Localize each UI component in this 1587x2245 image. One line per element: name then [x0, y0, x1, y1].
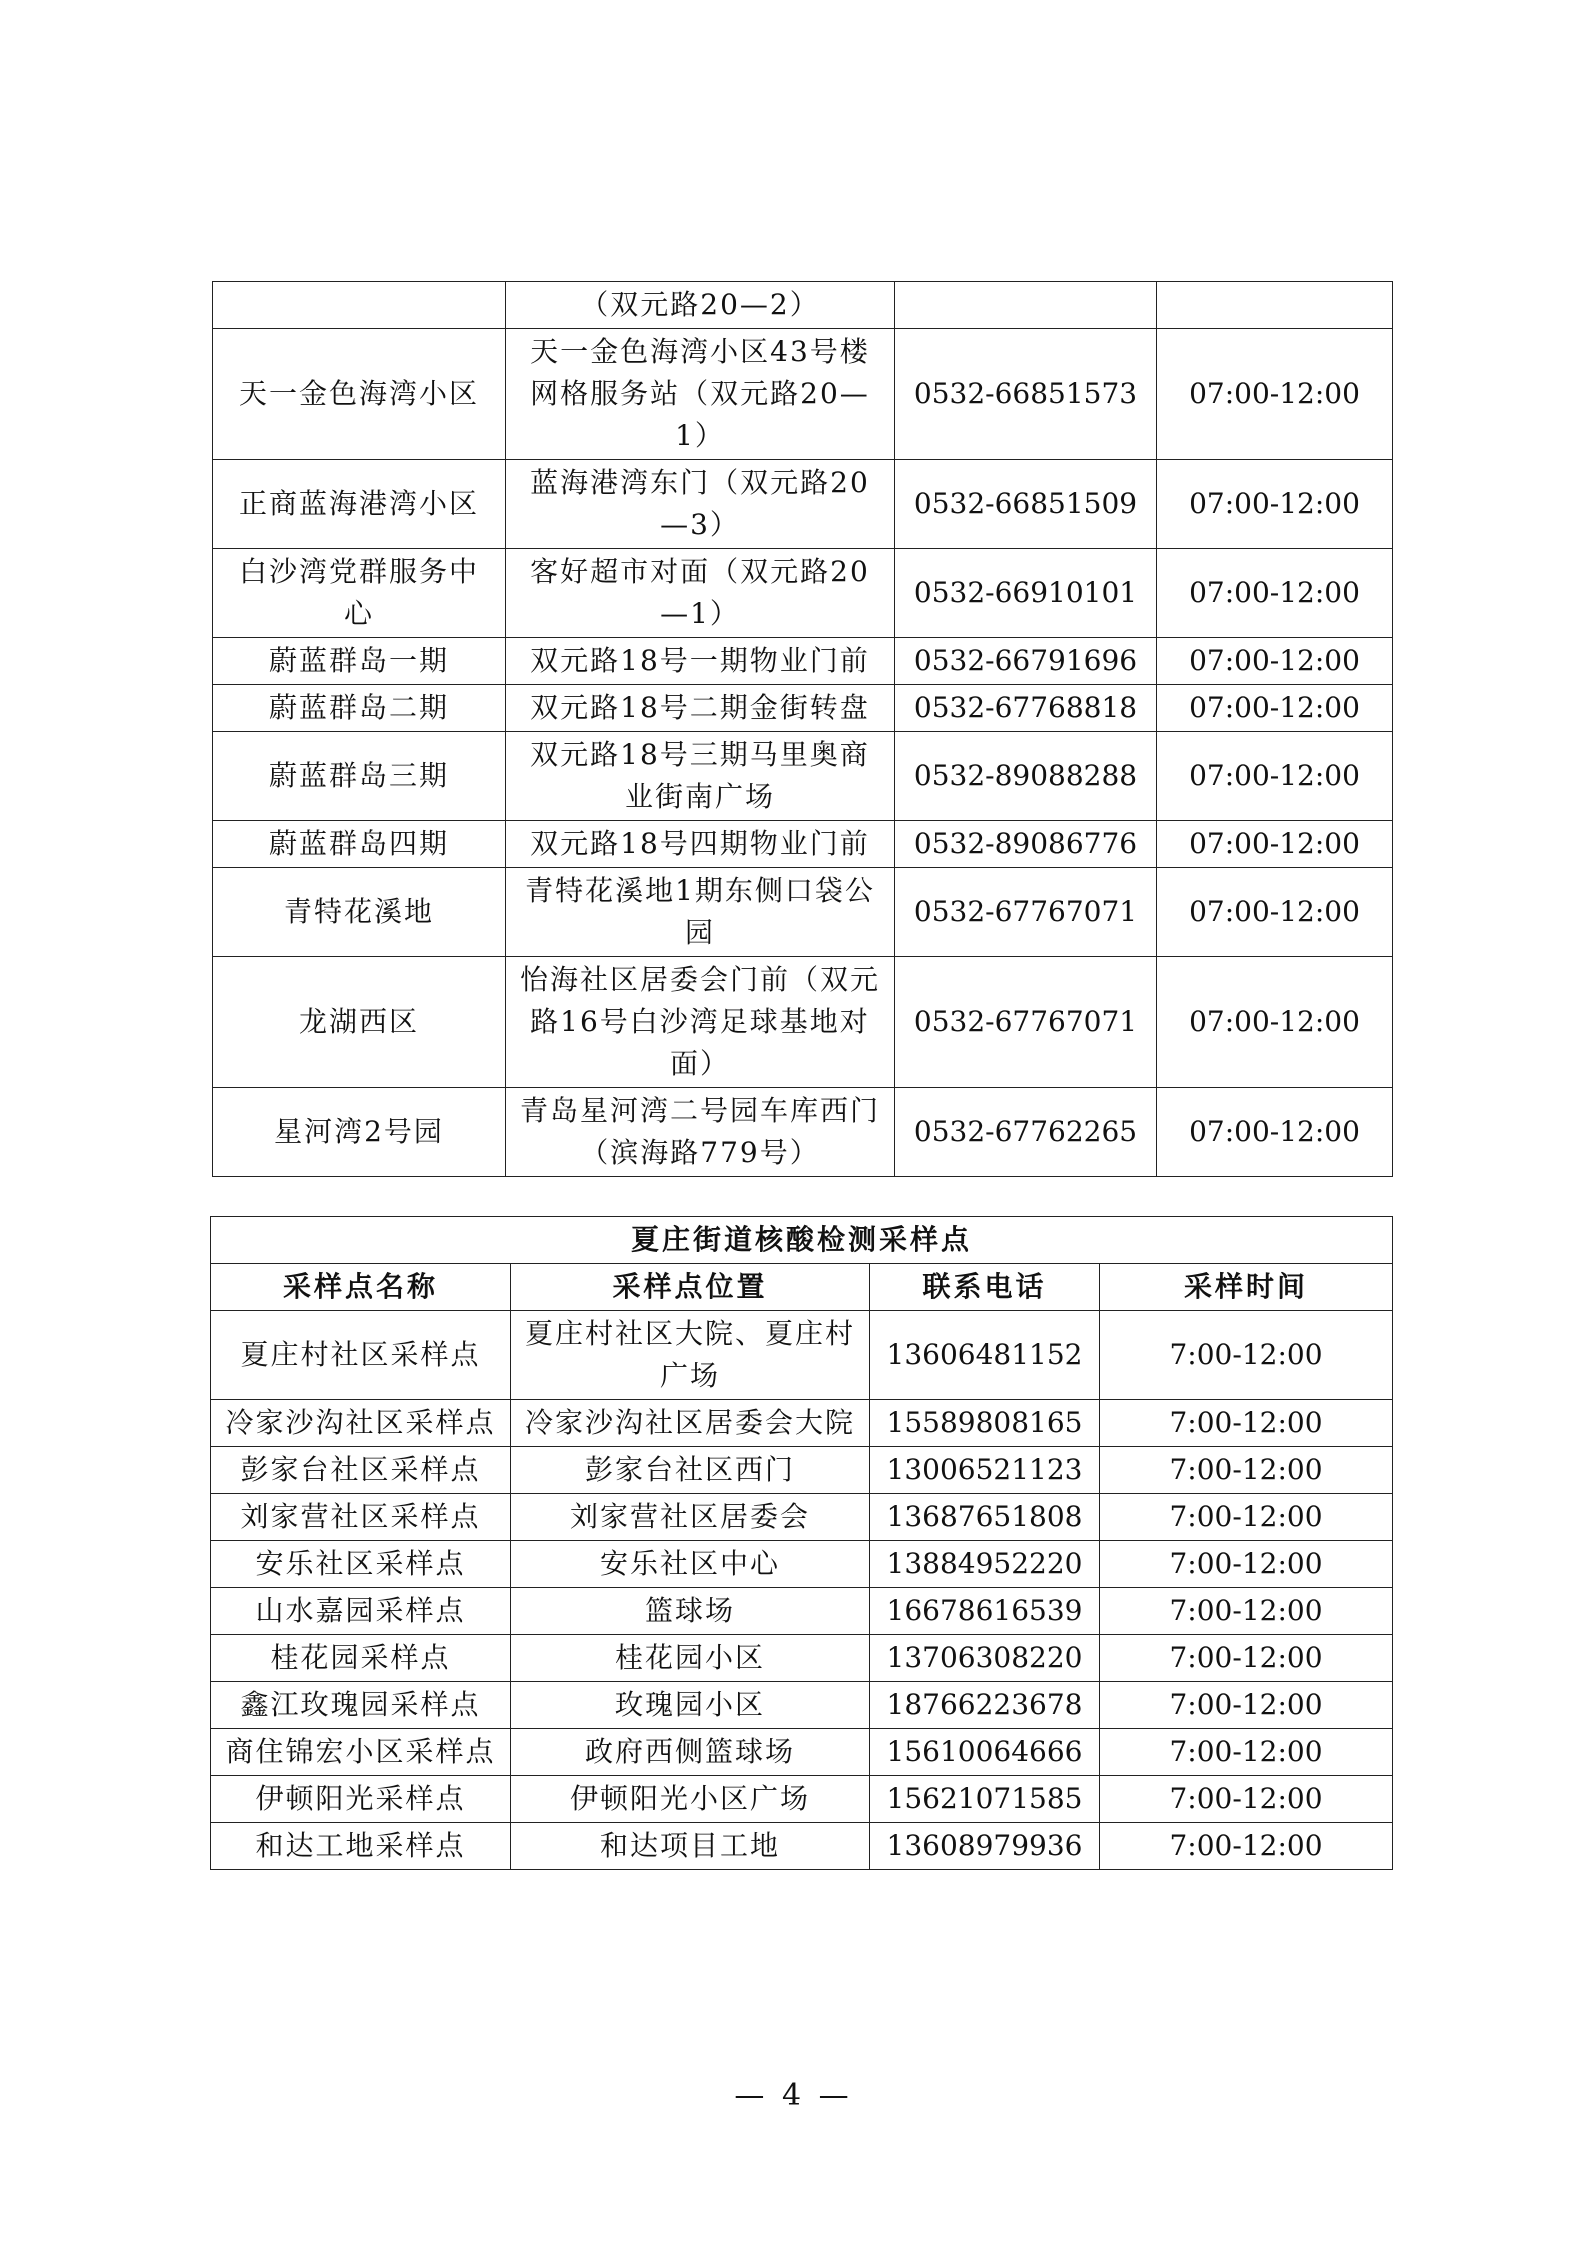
cell-phone: 15589808165 — [870, 1400, 1100, 1447]
cell-phone: 15610064666 — [870, 1729, 1100, 1776]
cell-location: 安乐社区中心 — [511, 1541, 870, 1588]
cell-time: 07:00-12:00 — [1157, 549, 1393, 638]
table-row — [211, 1682, 1393, 1729]
cell-time: 7:00-12:00 — [1100, 1823, 1393, 1870]
cell-name: 白沙湾党群服务中心 — [213, 549, 506, 638]
cell-location: 夏庄村社区大院、夏庄村广场 — [511, 1311, 870, 1400]
cell-name: 桂花园采样点 — [211, 1635, 511, 1682]
cell-time: 7:00-12:00 — [1100, 1447, 1393, 1494]
cell-name: 天一金色海湾小区 — [213, 329, 506, 460]
cell-time: 7:00-12:00 — [1100, 1682, 1393, 1729]
cell-phone: 0532-89088288 — [895, 732, 1157, 821]
cell-name: 冷家沙沟社区采样点 — [211, 1400, 511, 1447]
table-row — [213, 685, 1393, 732]
cell-location: 蓝海港湾东门（双元路20—3） — [506, 460, 895, 549]
cell-phone: 0532-67767071 — [895, 957, 1157, 1088]
cell-name: 龙湖西区 — [213, 957, 506, 1088]
cell-name: 刘家营社区采样点 — [211, 1494, 511, 1541]
cell-location: （双元路20—2） — [506, 282, 895, 329]
header-time: 采样时间 — [1100, 1264, 1393, 1311]
cell-name: 星河湾2号园 — [213, 1088, 506, 1177]
cell-location: 双元路18号三期马里奥商业街南广场 — [506, 732, 895, 821]
table-title-row — [211, 1217, 1393, 1264]
page-number: — 4 — — [734, 2078, 853, 2113]
table-row — [213, 460, 1393, 549]
table-row — [213, 732, 1393, 821]
table-row — [211, 1311, 1393, 1400]
cell-location: 和达项目工地 — [511, 1823, 870, 1870]
table-row — [211, 1541, 1393, 1588]
cell-phone: 0532-66851509 — [895, 460, 1157, 549]
cell-time: 07:00-12:00 — [1157, 732, 1393, 821]
cell-phone: 16678616539 — [870, 1588, 1100, 1635]
table-row — [213, 638, 1393, 685]
cell-location: 青特花溪地1期东侧口袋公园 — [506, 868, 895, 957]
cell-name: 青特花溪地 — [213, 868, 506, 957]
table-row — [213, 868, 1393, 957]
cell-location: 天一金色海湾小区43号楼网格服务站（双元路20—1） — [506, 329, 895, 460]
cell-time — [1157, 282, 1393, 329]
cell-time: 07:00-12:00 — [1157, 638, 1393, 685]
cell-time: 7:00-12:00 — [1100, 1541, 1393, 1588]
cell-location: 双元路18号四期物业门前 — [506, 821, 895, 868]
cell-location: 桂花园小区 — [511, 1635, 870, 1682]
table-row — [213, 1088, 1393, 1177]
cell-name: 正商蓝海港湾小区 — [213, 460, 506, 549]
cell-name — [213, 282, 506, 329]
cell-time: 7:00-12:00 — [1100, 1494, 1393, 1541]
cell-name: 鑫江玫瑰园采样点 — [211, 1682, 511, 1729]
cell-time: 07:00-12:00 — [1157, 460, 1393, 549]
cell-time: 07:00-12:00 — [1157, 685, 1393, 732]
cell-time: 7:00-12:00 — [1100, 1635, 1393, 1682]
table-row — [211, 1776, 1393, 1823]
cell-phone: 0532-66910101 — [895, 549, 1157, 638]
cell-phone: 0532-67768818 — [895, 685, 1157, 732]
xiazhuang-sampling-table — [210, 1216, 1393, 1870]
cell-location: 篮球场 — [511, 1588, 870, 1635]
table-row — [211, 1400, 1393, 1447]
cell-name: 蔚蓝群岛四期 — [213, 821, 506, 868]
cell-location: 刘家营社区居委会 — [511, 1494, 870, 1541]
cell-location: 彭家台社区西门 — [511, 1447, 870, 1494]
cell-name: 彭家台社区采样点 — [211, 1447, 511, 1494]
cell-phone: 18766223678 — [870, 1682, 1100, 1729]
sampling-table-continued — [212, 281, 1393, 1177]
cell-phone: 0532-66791696 — [895, 638, 1157, 685]
cell-time: 7:00-12:00 — [1100, 1729, 1393, 1776]
table-row — [213, 549, 1393, 638]
cell-phone — [895, 282, 1157, 329]
table-row — [211, 1823, 1393, 1870]
cell-name: 山水嘉园采样点 — [211, 1588, 511, 1635]
table-row — [211, 1588, 1393, 1635]
cell-location: 冷家沙沟社区居委会大院 — [511, 1400, 870, 1447]
table-row — [213, 329, 1393, 460]
cell-time: 7:00-12:00 — [1100, 1776, 1393, 1823]
cell-phone: 15621071585 — [870, 1776, 1100, 1823]
cell-phone: 0532-89086776 — [895, 821, 1157, 868]
cell-phone: 0532-67762265 — [895, 1088, 1157, 1177]
cell-location: 玫瑰园小区 — [511, 1682, 870, 1729]
cell-location: 政府西侧篮球场 — [511, 1729, 870, 1776]
table-row — [213, 821, 1393, 868]
cell-phone: 13687651808 — [870, 1494, 1100, 1541]
cell-location: 双元路18号一期物业门前 — [506, 638, 895, 685]
cell-phone: 13606481152 — [870, 1311, 1100, 1400]
cell-name: 和达工地采样点 — [211, 1823, 511, 1870]
cell-time: 07:00-12:00 — [1157, 868, 1393, 957]
cell-phone: 0532-67767071 — [895, 868, 1157, 957]
cell-location: 青岛星河湾二号园车库西门（滨海路779号） — [506, 1088, 895, 1177]
table-row — [211, 1729, 1393, 1776]
cell-location: 怡海社区居委会门前（双元路16号白沙湾足球基地对面） — [506, 957, 895, 1088]
cell-time: 7:00-12:00 — [1100, 1311, 1393, 1400]
table-row — [213, 957, 1393, 1088]
cell-name: 蔚蓝群岛三期 — [213, 732, 506, 821]
table-row — [211, 1447, 1393, 1494]
cell-time: 07:00-12:00 — [1157, 1088, 1393, 1177]
table-title: 夏庄街道核酸检测采样点 — [211, 1217, 1393, 1264]
table-row — [213, 282, 1393, 329]
cell-time: 7:00-12:00 — [1100, 1588, 1393, 1635]
cell-phone: 13608979936 — [870, 1823, 1100, 1870]
cell-phone: 0532-66851573 — [895, 329, 1157, 460]
cell-name: 商住锦宏小区采样点 — [211, 1729, 511, 1776]
header-name: 采样点名称 — [211, 1264, 511, 1311]
cell-time: 7:00-12:00 — [1100, 1400, 1393, 1447]
cell-name: 蔚蓝群岛一期 — [213, 638, 506, 685]
cell-location: 客好超市对面（双元路20—1） — [506, 549, 895, 638]
cell-location: 伊顿阳光小区广场 — [511, 1776, 870, 1823]
cell-name: 夏庄村社区采样点 — [211, 1311, 511, 1400]
cell-location: 双元路18号二期金街转盘 — [506, 685, 895, 732]
cell-name: 伊顿阳光采样点 — [211, 1776, 511, 1823]
cell-phone: 13706308220 — [870, 1635, 1100, 1682]
header-phone: 联系电话 — [870, 1264, 1100, 1311]
table-row — [211, 1635, 1393, 1682]
cell-phone: 13884952220 — [870, 1541, 1100, 1588]
cell-name: 蔚蓝群岛二期 — [213, 685, 506, 732]
table-header-row — [211, 1264, 1393, 1311]
cell-time: 07:00-12:00 — [1157, 821, 1393, 868]
header-location: 采样点位置 — [511, 1264, 870, 1311]
cell-name: 安乐社区采样点 — [211, 1541, 511, 1588]
cell-time: 07:00-12:00 — [1157, 957, 1393, 1088]
table-row — [211, 1494, 1393, 1541]
cell-time: 07:00-12:00 — [1157, 329, 1393, 460]
cell-phone: 13006521123 — [870, 1447, 1100, 1494]
